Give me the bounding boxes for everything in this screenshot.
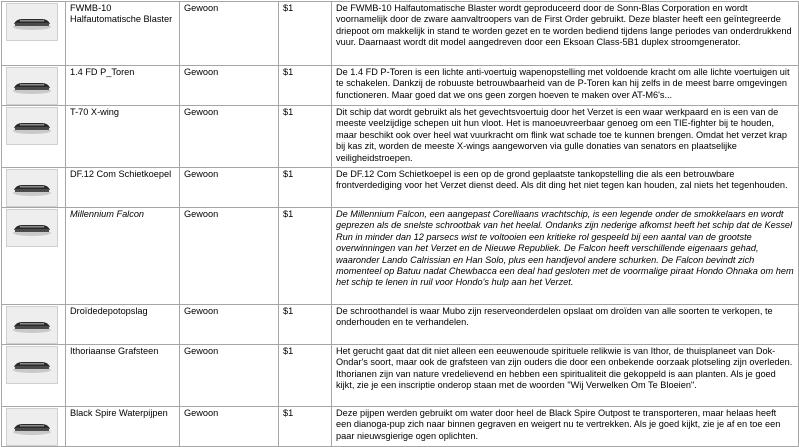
item-description: De DF.12 Com Schietkoepel is een op de grond geplaatste tankopstelling die als een betrouwbare frontverdediging voor het Verzet dienst deed. Als dit ding het niet tegen kan houden, zal niets het tegenhouden. [332,168,799,208]
item-rarity: Gewoon [180,345,279,407]
hoverboard-icon [12,13,52,33]
item-rarity: Gewoon [180,168,279,208]
table-row [2,66,799,106]
item-price: $1 [279,106,332,168]
item-rarity: Gewoon [180,66,279,106]
item-thumbnail [6,107,58,145]
hoverboard-icon [12,356,52,376]
item-description: De 1.4 FD P-Toren is een lichte anti-voertuig wapenopstelling met voldoende kracht om alle lichte voertuigen uit te schakelen. Dankzij de robuuste betrouwbaarheid van de P-Toren kan hij zelfs in de meest barre omgevingen functioneren. Maar goed dat we ons geen zorgen hoeven te maken over AT-M6's... [332,66,799,106]
item-name: Ithoriaanse Grafsteen [66,345,180,407]
item-rarity: Gewoon [180,2,279,66]
item-price: $1 [279,168,332,208]
item-price: $1 [279,66,332,106]
item-description: De Millennium Falcon, een aangepast Corelliaans vrachtschip, is een legende onder de smokkelaars en wordt geprezen als de snelste schrootbak van het heelal. Ondanks zijn nederige afkomst heeft het schip dat de Kessel Run in minder dan 12 parsecs wist te voltooien een kritieke rol gespeeld bij een aantal van de grootste overwinningen van het Verzet en de Nieuwe Republiek. De Falcon heeft verschillende eigenaars gehad, waaronder Lando Calrissian en Han Solo, plus een handjevol andere schurken. De Falcon bevindt zich momenteel op Batuu nadat Chewbacca een deal had gesloten met de voormalige piraat Hondo Ohnaka om hem het schip te lenen in ruil voor Hondo's hulp aan het Verzet. [332,208,799,305]
hoverboard-icon [12,219,52,239]
item-description: De schroothandel is waar Mubo zijn reserveonderdelen opslaat om droïden van alle soorten te verkopen, te onderhouden en te verhandelen. [332,305,799,345]
table-row [2,407,799,447]
hoverboard-icon [12,418,52,438]
hoverboard-icon [12,179,52,199]
item-rarity: Gewoon [180,208,279,305]
item-thumbnail [6,169,58,207]
item-thumbnail [6,3,58,41]
item-price: $1 [279,208,332,305]
table-row [2,305,799,345]
item-price: $1 [279,407,332,447]
item-name: 1.4 FD P_Toren [66,66,180,106]
hoverboard-icon [12,77,52,97]
hoverboard-icon [12,117,52,137]
item-name: DF.12 Com Schietkoepel [66,168,180,208]
item-rarity: Gewoon [180,305,279,345]
item-thumbnail [6,306,58,344]
table-row [2,106,799,168]
item-rarity: Gewoon [180,407,279,447]
item-thumbnail [6,408,58,446]
item-price: $1 [279,305,332,345]
item-price: $1 [279,2,332,66]
item-thumbnail [6,346,58,384]
table-row [2,168,799,208]
item-description: Het gerucht gaat dat dit niet alleen een eeuwenoude spirituele relikwie is van Ithor, de thuisplaneet van Dok-Ondar's soort, maar ook de grafsteen van zijn ouders die door een onbekende oorzaak plotseling zijn overleden. Ithorianen zijn van nature vredelievend en hebben een spiritualiteit die gekoppeld is aan planten. Als je goed kijkt, zie je een inscriptie onderop staan met de woorden "Wij Verwelken Om Te Bloeien". [332,345,799,407]
item-thumbnail [6,209,58,247]
table-row [2,2,799,66]
item-catalog-table [1,1,799,447]
item-thumbnail [6,67,58,105]
item-description: Dit schip dat wordt gebruikt als het gevechtsvoertuig door het Verzet is een waar werkpaard en is een van de meeste veelzijdige schepen uit hun vloot. Het is manoeuvreerbaar genoeg om een TIE-fighter bij te houden, maar beschikt ook over heel wat vuurkracht om flink wat schade toe te kunnen brengen. Omdat het verzet krap bij kas zit, worden de meeste X-wings aangeworven via gulle donaties van senators en plaatselijke veiligheidstroepen. [332,106,799,168]
item-name: T-70 X-wing [66,106,180,168]
item-rarity: Gewoon [180,106,279,168]
hoverboard-icon [12,316,52,336]
item-description: Deze pijpen werden gebruikt om water door heel de Black Spire Outpost te transporteren, maar helaas heeft een dianoga-pup zich naar binnen gegraven en weigert nu te vertrekken. Als je goed kijkt, zie je af en toe een paar nieuwsgierige ogen oplichten. [332,407,799,447]
item-name: Droïdedepotopslag [66,305,180,345]
table-row [2,345,799,407]
item-name: FWMB-10 Halfautomatische Blaster [66,2,180,66]
table-row [2,208,799,305]
item-name: Black Spire Waterpijpen [66,407,180,447]
item-name: Millennium Falcon [66,208,180,305]
item-description: De FWMB-10 Halfautomatische Blaster wordt geproduceerd door de Sonn-Blas Corporation en wordt voornamelijk door de zware aanvaltroopers van de First Order gebruikt. Deze blaster heeft een geïntegreerde driepoot om makkelijk in stand te worden gezet en te worden bediend tijdens lange periodes van onderdrukkend vuur. Daarnaast wordt dit model aangedreven door een Eksoan Class-5B1 duplex stroomgenerator. [332,2,799,66]
item-price: $1 [279,345,332,407]
